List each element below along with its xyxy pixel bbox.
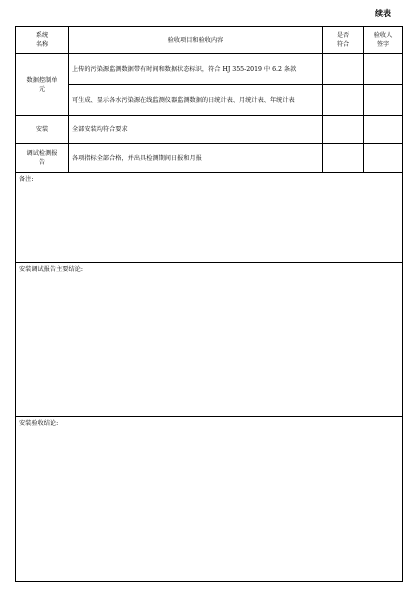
- header-conforms: 是否 符合: [323, 27, 364, 54]
- item-text: 各项指标全部合格，并出具检测期间日报和月报: [69, 144, 323, 173]
- conforms-cell[interactable]: [323, 54, 364, 85]
- table-row: [16, 144, 403, 173]
- header-items: 验收项目和验收内容: [69, 27, 323, 54]
- continuation-label: 续表: [375, 8, 391, 18]
- report-conclusion-row: [16, 263, 403, 417]
- system-data-control: 数据控制单 元: [16, 54, 69, 116]
- notes-row: [16, 173, 403, 263]
- signature-cell[interactable]: [364, 85, 403, 116]
- header-system-name: 系统 名称: [16, 27, 69, 54]
- item-text: 全部安装均符合要求: [69, 116, 323, 144]
- table-row: [16, 85, 403, 116]
- table-row: [16, 116, 403, 144]
- table-row: [16, 54, 403, 85]
- system-install: 安装: [16, 116, 69, 144]
- conforms-cell[interactable]: [323, 85, 364, 116]
- item-text: 可生成、显示各水污染源在线监测仪器监测数据的日统计表、月统计表、年统计表: [69, 85, 323, 116]
- conforms-cell[interactable]: [323, 116, 364, 144]
- signature-cell[interactable]: [364, 144, 403, 173]
- acceptance-conclusion-label[interactable]: 安装验收结论:: [16, 417, 403, 582]
- header-row: [16, 27, 403, 54]
- system-report: 调试检测报 告: [16, 144, 69, 173]
- header-signature: 验收人 签字: [364, 27, 403, 54]
- signature-cell[interactable]: [364, 54, 403, 85]
- acceptance-table: [15, 26, 403, 582]
- conforms-cell[interactable]: [323, 144, 364, 173]
- item-text: 上传的污染源监测数据带有时间和数据状态标识，符合 HJ 355-2019 中 6.2 条款: [69, 54, 323, 85]
- notes-label[interactable]: 备注:: [16, 173, 403, 263]
- report-conclusion-label[interactable]: 安装调试报告主要结论:: [16, 263, 403, 417]
- acceptance-conclusion-row: [16, 417, 403, 582]
- signature-cell[interactable]: [364, 116, 403, 144]
